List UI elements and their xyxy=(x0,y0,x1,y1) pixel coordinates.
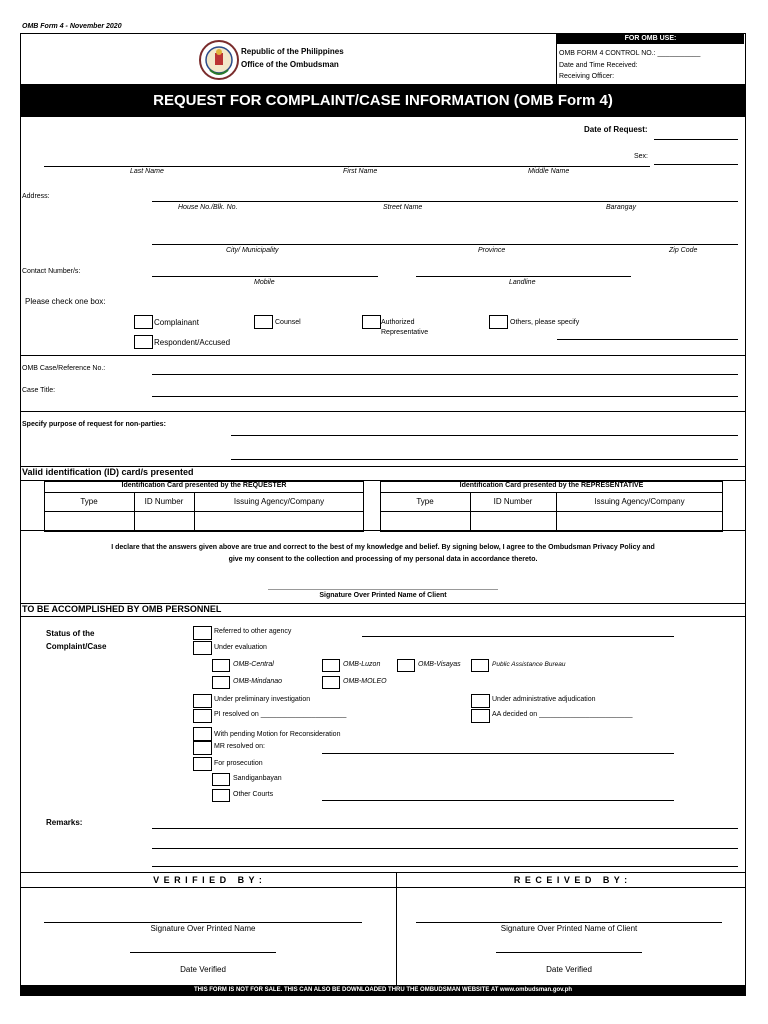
referred-label: Referred to other agency xyxy=(214,628,292,635)
omb-visayas-checkbox[interactable] xyxy=(397,659,415,672)
respondent-label: Respondent/Accused xyxy=(154,338,231,347)
date-received-input[interactable] xyxy=(496,952,642,953)
admin-label: Under administrative adjudication xyxy=(492,696,596,703)
name-input[interactable] xyxy=(44,166,650,167)
under-eval-checkbox[interactable] xyxy=(193,641,212,655)
id-heading: Valid identification (ID) card/s presented xyxy=(22,467,194,477)
rep-col-type: Type xyxy=(416,497,434,506)
landline-caption: Landline xyxy=(509,279,536,286)
mr-resolved-checkbox[interactable] xyxy=(193,741,212,755)
receiver-signature-caption: Signature Over Printed Name of Client xyxy=(500,924,638,933)
admin-checkbox[interactable] xyxy=(471,694,490,708)
remarks-input-3[interactable] xyxy=(152,866,738,867)
remarks-input-1[interactable] xyxy=(152,828,738,829)
prelim-label: Under preliminary investigation xyxy=(214,696,311,703)
prosecution-checkbox[interactable] xyxy=(193,757,212,771)
counsel-label: Counsel xyxy=(275,319,301,326)
respondent-checkbox[interactable] xyxy=(134,335,153,349)
republic-text: Republic of the Philippines xyxy=(241,47,344,56)
date-verified-caption: Date Verified xyxy=(180,965,226,974)
office-text: Office of the Ombudsman xyxy=(241,60,339,69)
rep-id-title: Identification Card presented by the REPRESENTATIVE xyxy=(459,482,644,489)
omb-visayas-label: OMB-Visayas xyxy=(418,661,461,668)
complainant-label: Complainant xyxy=(154,318,199,327)
receiving-officer-field[interactable]: Receiving Officer: xyxy=(559,73,615,80)
other-courts-label: Other Courts xyxy=(233,791,274,798)
sex-input[interactable] xyxy=(654,164,738,165)
mr-resolved-input[interactable] xyxy=(322,753,674,754)
aa-decided-checkbox[interactable] xyxy=(471,709,490,723)
remarks-input-2[interactable] xyxy=(152,848,738,849)
form-title: REQUEST FOR COMPLAINT/CASE INFORMATION (OMB Form 4) xyxy=(20,84,746,117)
address-line-1-input[interactable] xyxy=(152,201,738,202)
personnel-heading: TO BE ACCOMPLISHED BY OMB PERSONNEL xyxy=(22,604,222,614)
date-received-caption: Date Verified xyxy=(546,965,592,974)
omb-luzon-label: OMB-Luzon xyxy=(343,661,381,668)
ombudsman-seal-icon xyxy=(198,36,240,84)
omb-mindanao-label: OMB-Mindanao xyxy=(233,678,283,685)
prosecution-label: For prosecution xyxy=(214,760,263,767)
sandiganbayan-label: Sandiganbayan xyxy=(233,775,282,782)
counsel-checkbox[interactable] xyxy=(254,315,273,329)
others-label: Others, please specify xyxy=(510,319,580,326)
requester-id-title: Identification Card presented by the REQUESTER xyxy=(121,482,287,489)
purpose-label: Specify purpose of request for non-parties: xyxy=(22,421,166,428)
verified-by-heading: V E R I F I E D B Y : xyxy=(153,875,263,885)
omb-luzon-checkbox[interactable] xyxy=(322,659,340,672)
declaration-line-2: give my consent to the collection and processing of my personal data in accordance thereto. xyxy=(228,556,538,563)
check-one-label: Please check one box: xyxy=(25,297,106,306)
case-ref-input[interactable] xyxy=(152,374,738,375)
mr-resolved-label: MR resolved on: xyxy=(214,743,265,750)
city-caption: City/ Municipality xyxy=(226,247,279,254)
date-request-label: Date of Request: xyxy=(584,125,648,134)
remarks-label: Remarks: xyxy=(46,818,83,827)
complainant-checkbox[interactable] xyxy=(134,315,153,329)
omb-moleo-label: OMB-MOLEO xyxy=(343,678,387,685)
pab-checkbox[interactable] xyxy=(471,659,489,672)
received-by-heading: R E C E I V E D B Y : xyxy=(513,875,629,885)
address-label: Address: xyxy=(22,193,50,200)
date-request-input[interactable] xyxy=(654,139,738,140)
omb-central-checkbox[interactable] xyxy=(212,659,230,672)
authorized-rep-checkbox[interactable] xyxy=(362,315,381,329)
address-line-2-input[interactable] xyxy=(152,244,738,245)
sex-label: Sex: xyxy=(634,153,649,160)
other-courts-checkbox[interactable] xyxy=(212,789,230,802)
other-courts-input[interactable] xyxy=(322,800,674,801)
house-no-caption: House No./Blk. No. xyxy=(178,204,238,211)
omb-moleo-checkbox[interactable] xyxy=(322,676,340,689)
rep-col-id: ID Number xyxy=(493,497,533,506)
mobile-input[interactable] xyxy=(152,276,378,277)
authorized-label-1: Authorized xyxy=(381,319,415,326)
pab-label: Public Assistance Bureau xyxy=(492,661,566,668)
pi-resolved-checkbox[interactable] xyxy=(193,709,212,723)
rep-col-agency: Issuing Agency/Company xyxy=(594,497,685,506)
case-ref-label: OMB Case/Reference No.: xyxy=(22,365,106,372)
others-specify-input[interactable] xyxy=(557,339,738,340)
zip-caption: Zip Code xyxy=(669,247,698,254)
client-signature-input[interactable] xyxy=(268,589,498,590)
bottom-note: THIS FORM IS NOT FOR SALE. THIS CAN ALSO BE DOWNLOADED THRU THE OMBUDSMAN WEBSITE AT www.ombudsman.gov.ph xyxy=(20,985,746,995)
req-col-agency: Issuing Agency/Company xyxy=(233,497,325,506)
omb-central-label: OMB-Central xyxy=(233,661,274,668)
req-col-type: Type xyxy=(80,497,98,506)
referred-checkbox[interactable] xyxy=(193,626,212,640)
referred-agency-input[interactable] xyxy=(362,636,674,637)
declaration-line-1: I declare that the answers given above are true and correct to the best of my knowledge and belief. By signing below, I agree to the Ombudsman Privacy Policy and xyxy=(111,544,655,551)
landline-input[interactable] xyxy=(416,276,631,277)
pending-mr-checkbox[interactable] xyxy=(193,727,212,741)
barangay-caption: Barangay xyxy=(606,204,636,211)
purpose-input-2[interactable] xyxy=(231,459,738,460)
middle-name-caption: Middle Name xyxy=(528,168,570,175)
authorized-label-2: Representative xyxy=(381,329,429,336)
form-code: OMB Form 4 - November 2020 xyxy=(22,23,122,30)
receiver-signature-input[interactable] xyxy=(416,922,722,923)
first-name-caption: First Name xyxy=(343,168,378,175)
status-label-1: Status of the xyxy=(46,629,95,638)
verifier-signature-caption: Signature Over Printed Name xyxy=(150,924,256,933)
status-label-2: Complaint/Case xyxy=(46,642,107,651)
case-title-input[interactable] xyxy=(152,396,738,397)
pi-resolved-label: PI resolved on ______________________ xyxy=(214,711,347,718)
date-received-field[interactable]: Date and Time Received: xyxy=(559,62,638,69)
date-verified-input[interactable] xyxy=(130,952,276,953)
sandiganbayan-checkbox[interactable] xyxy=(212,773,230,786)
under-eval-label: Under evaluation xyxy=(214,644,267,651)
purpose-input-1[interactable] xyxy=(231,435,738,436)
case-title-label: Case Title: xyxy=(22,387,56,394)
omb-use-title: FOR OMB USE: xyxy=(557,34,744,44)
pending-mr-label: With pending Motion for Reconsideration xyxy=(214,731,341,738)
mobile-caption: Mobile xyxy=(254,279,275,286)
last-name-caption: Last Name xyxy=(130,168,164,175)
client-signature-caption: Signature Over Printed Name of Client xyxy=(319,592,447,599)
others-checkbox[interactable] xyxy=(489,315,508,329)
province-caption: Province xyxy=(478,247,506,254)
omb-mindanao-checkbox[interactable] xyxy=(212,676,230,689)
control-no-field[interactable]: OMB FORM 4 CONTROL NO.: ___________ xyxy=(559,50,701,57)
aa-decided-label: AA decided on ________________________ xyxy=(492,711,633,718)
prelim-checkbox[interactable] xyxy=(193,694,212,708)
req-col-id: ID Number xyxy=(144,497,184,506)
street-caption: Street Name xyxy=(383,204,423,211)
verifier-signature-input[interactable] xyxy=(44,922,362,923)
contact-label: Contact Number/s: xyxy=(22,268,81,275)
